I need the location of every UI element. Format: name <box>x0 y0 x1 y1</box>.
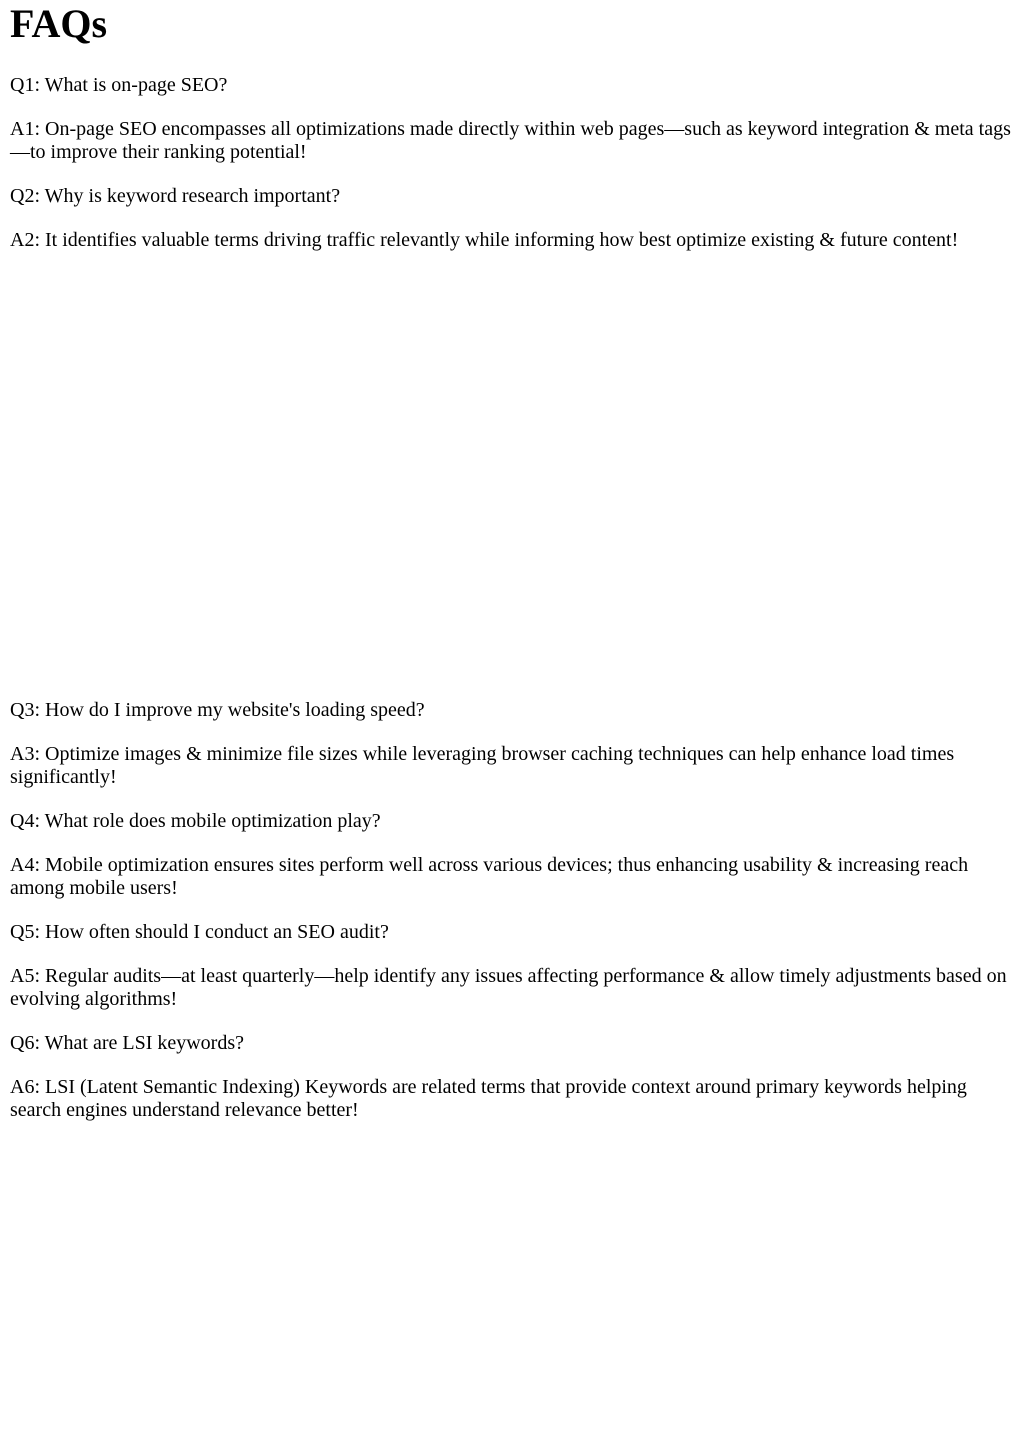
faq-list-bottom <box>10 699 1016 1143</box>
faq-list-top <box>10 74 1016 273</box>
faq-answer: A6: LSI (Latent Semantic Indexing) Keywords are related terms that provide context around primary keywords helping search engines understand relevance better! <box>10 1076 967 1121</box>
faq-question: Q4: What role does mobile optimization play? <box>10 810 381 832</box>
faq-question: Q6: What are LSI keywords? <box>10 1032 245 1054</box>
faq-answer: A1: On-page SEO encompasses all optimizations made directly within web pages—such as keyword integration & meta tags—to improve their ranking potential! <box>10 118 1011 163</box>
faq-answer: A4: Mobile optimization ensures sites perform well across various devices; thus enhancing usability & increasing reach among mobile users! <box>10 854 969 899</box>
faq-question: Q1: What is on-page SEO? <box>10 74 228 96</box>
faq-question: Q3: How do I improve my website's loading speed? <box>10 699 425 721</box>
faq-answer: A5: Regular audits—at least quarterly—help identify any issues affecting performance & allow timely adjustments based on evolving algorithms! <box>10 965 1007 1010</box>
faq-question: Q5: How often should I conduct an SEO audit? <box>10 921 389 943</box>
page-title: FAQs <box>10 1 108 46</box>
faq-answer: A2: It identifies valuable terms driving traffic relevantly while informing how best optimize existing & future content! <box>10 229 959 251</box>
faq-answer: A3: Optimize images & minimize file sizes while leveraging browser caching techniques can help enhance load times significantly! <box>10 743 955 788</box>
faq-question: Q2: Why is keyword research important? <box>10 185 341 207</box>
